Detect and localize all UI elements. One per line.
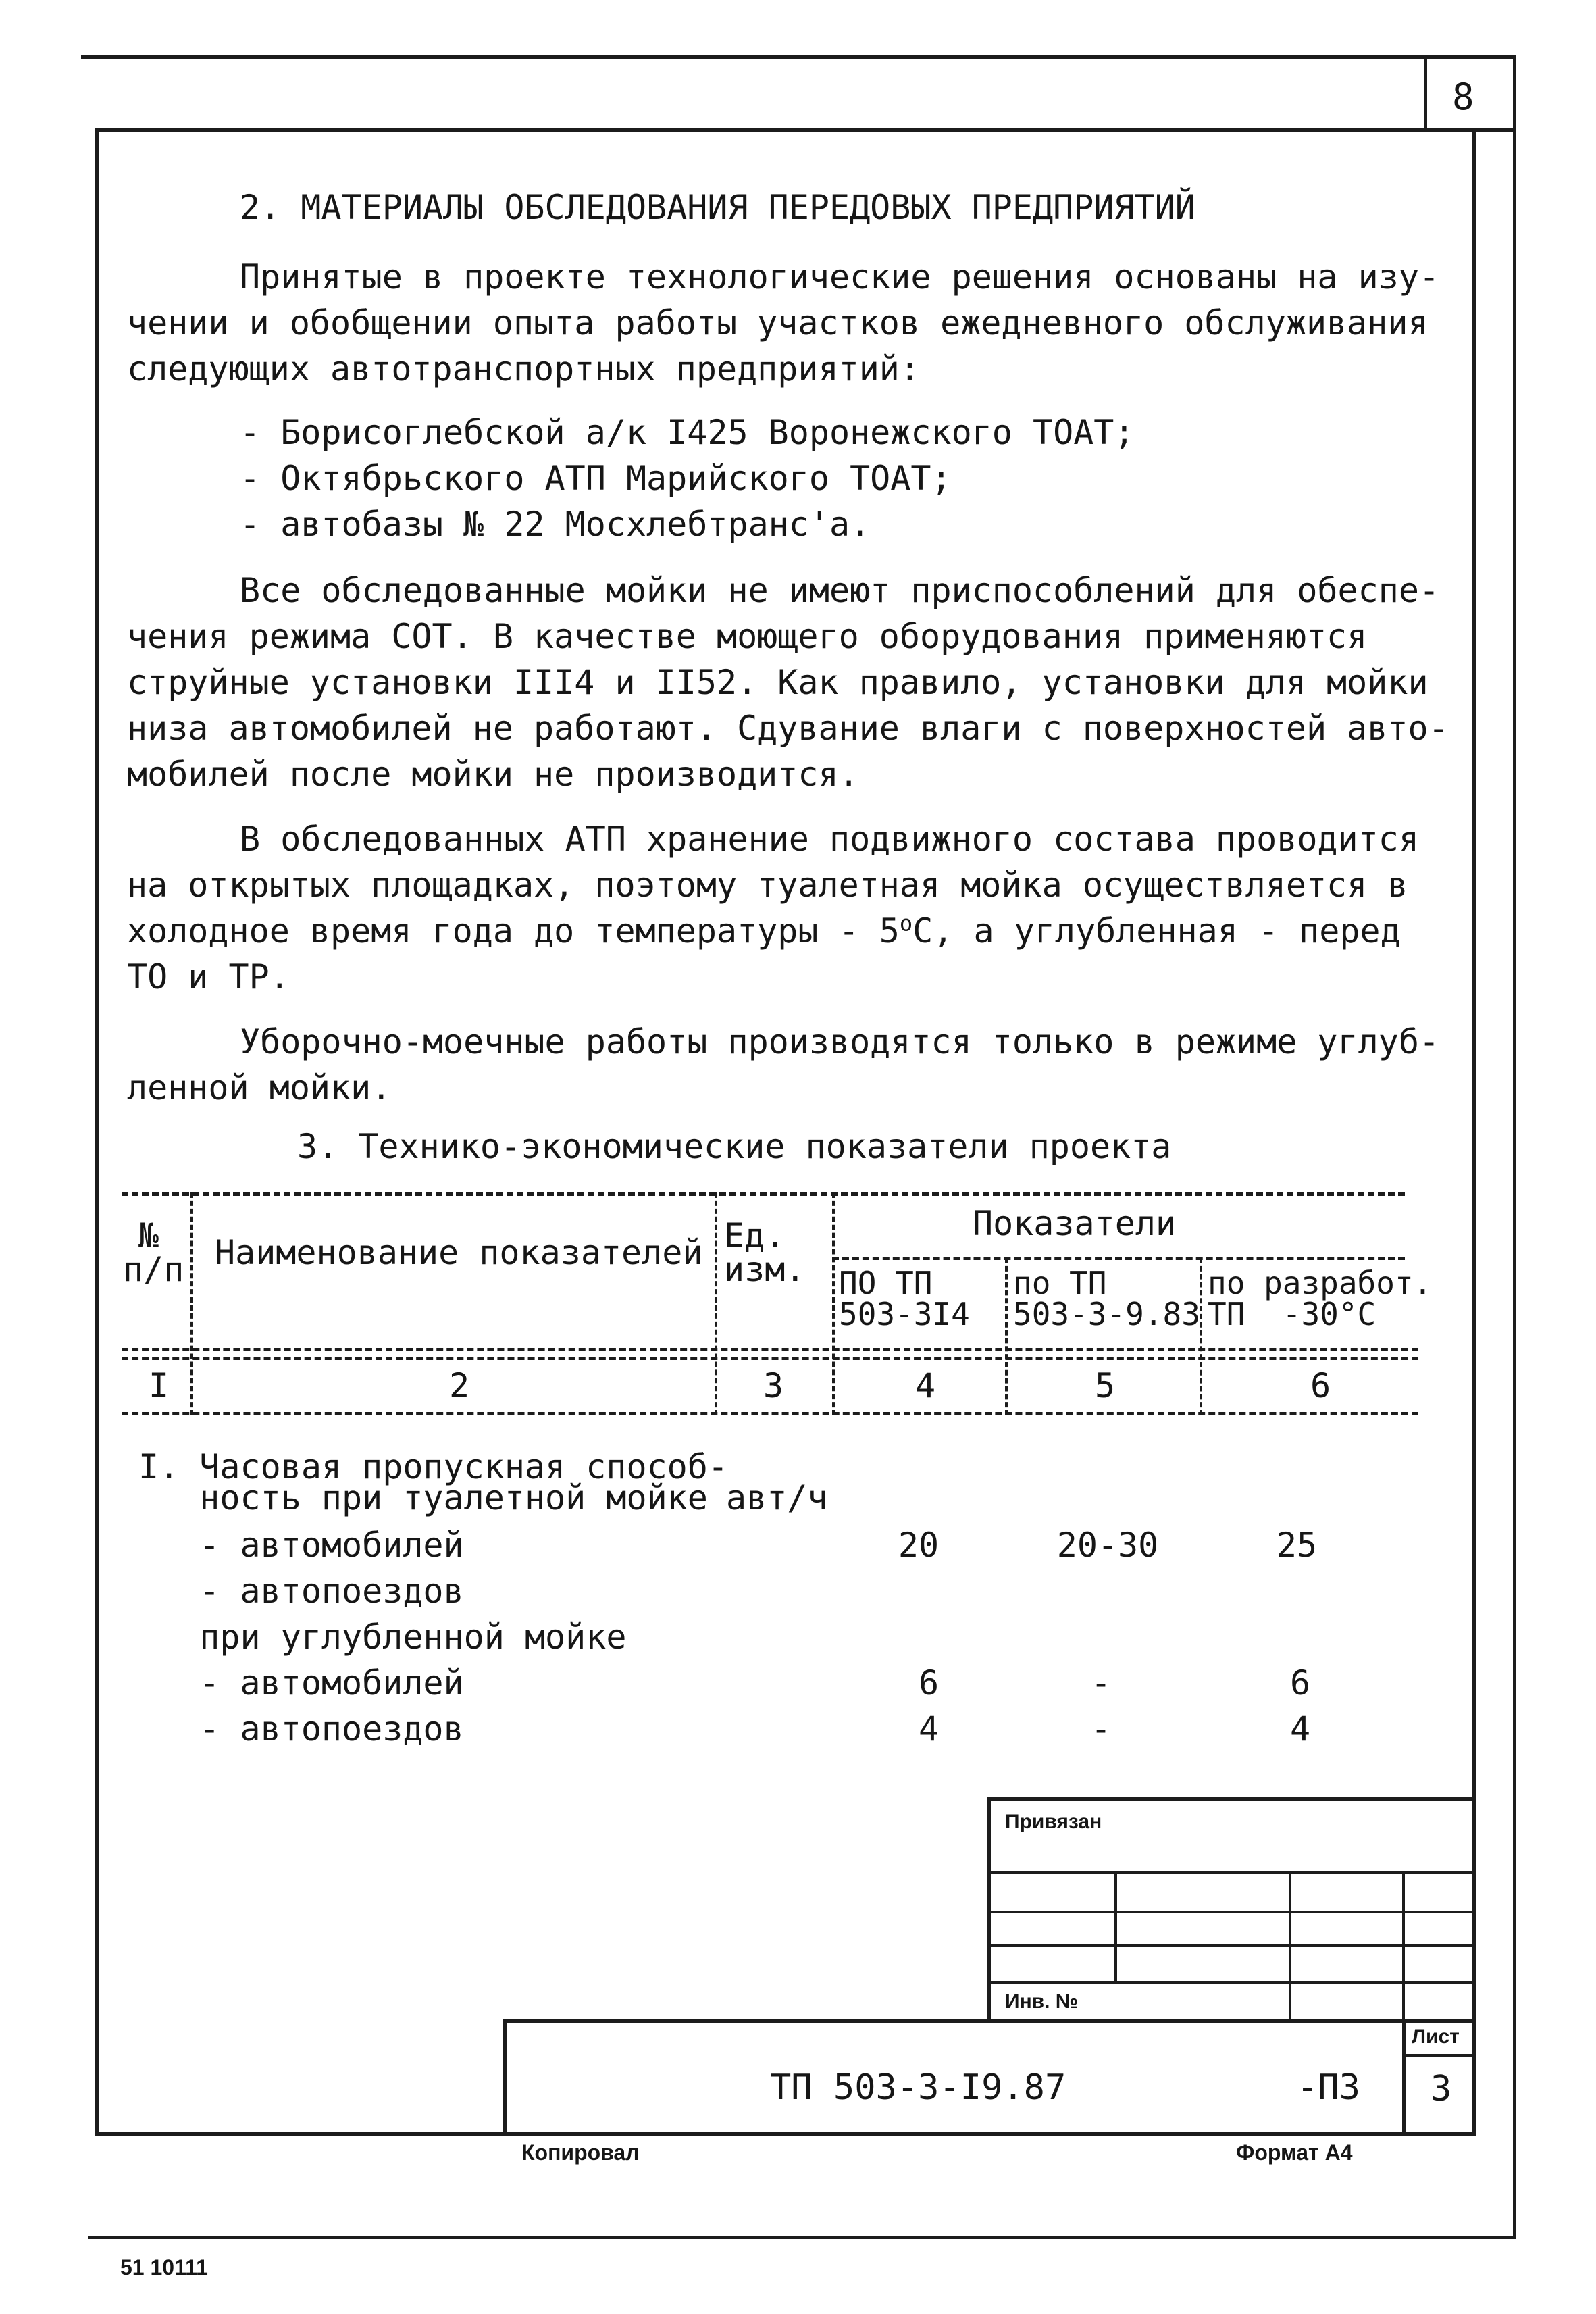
para2-line5: мобилей после мойки не производится. <box>127 755 859 794</box>
col-divider-1 <box>190 1192 193 1415</box>
section2-heading: 2. МАТЕРИАЛЫ ОБСЛЕДОВАНИЯ ПЕРЕДОВЫХ ПРЕДПРИЯТИЙ <box>240 188 1195 227</box>
row-value-col6: 4 <box>1289 1709 1311 1749</box>
titleblock-left <box>503 2019 507 2135</box>
list-item: - Октябрьского АТП Марийского ТОАТ; <box>240 459 952 498</box>
para4-line2: ленной мойки. <box>127 1068 392 1107</box>
document-suffix: -ПЗ <box>1297 2067 1360 2108</box>
row-label: - автопоездов <box>138 1709 464 1749</box>
header-indicators: Показатели <box>973 1204 1177 1243</box>
numbers-bottom-rule <box>122 1412 1418 1415</box>
para3-line2: на открытых площадках, поэтому туалетная мойка осуществляется в <box>127 865 1408 905</box>
para3-line1: В обследованных АТП хранение подвижного состава проводится <box>240 820 1419 859</box>
page-number: 8 <box>1452 76 1474 118</box>
header-col6-line1: по разработ. <box>1208 1265 1433 1301</box>
header-name: Наименование показателей <box>215 1233 703 1272</box>
list-item: - автобазы № 22 Мосхлебтранс'а. <box>240 505 871 544</box>
row-label: при углубленной мойке <box>138 1617 627 1657</box>
col-number: 6 <box>1310 1366 1331 1405</box>
row-label: - автомобилей <box>138 1526 464 1565</box>
para3-line3-post: С, а углубленная - перед <box>912 911 1401 951</box>
col-number: 4 <box>915 1366 936 1405</box>
row-value-col4: 4 <box>918 1709 939 1749</box>
outer-right-edge <box>1513 55 1516 2238</box>
document-code: ТП 503-3-I9.87 <box>770 2067 1066 2108</box>
binding-label: Привязан <box>1005 1811 1102 1833</box>
sheet-box-left <box>1402 2019 1406 2135</box>
group-header-rule <box>832 1257 1405 1260</box>
header-unit-line2: изм. <box>724 1250 806 1289</box>
para2-line2: чения режима СОТ. В качестве моющего оборудования применяются <box>127 617 1368 656</box>
para3-line3-pre: холодное время года до температуры - 5 <box>127 911 900 951</box>
stamp-binding-left <box>987 1797 991 2020</box>
sheet-number: 3 <box>1431 2069 1452 2109</box>
row-label: I. Часовая пропускная способ- <box>138 1447 728 1486</box>
col-number: 3 <box>763 1366 784 1405</box>
stamp-vrule <box>1402 1871 1405 2021</box>
top-rule <box>81 55 1513 59</box>
para4-line1: Уборочно-моечные работы производятся только в режиме углуб- <box>240 1022 1440 1061</box>
para2-line3: струйные установки III4 и II52. Как правило, установки для мойки <box>127 663 1428 702</box>
para3-line3 <box>127 908 1401 954</box>
degree-sup: о <box>899 910 913 936</box>
header-col6-line2: ТП -30°С <box>1208 1296 1376 1332</box>
row-label: - автопоездов <box>138 1571 464 1611</box>
row-value-col6: 6 <box>1289 1663 1311 1703</box>
frame-bottom <box>95 2132 1476 2136</box>
row-value-col5: - <box>1090 1709 1112 1749</box>
row-value-col6: 25 <box>1276 1526 1318 1565</box>
row-unit: авт/ч <box>726 1478 828 1517</box>
copied-by-label: Копировал <box>521 2140 640 2165</box>
sheet-label: Лист <box>1412 2026 1460 2048</box>
outer-bottom-edge <box>88 2236 1516 2239</box>
para3-line4: ТО и ТР. <box>127 957 290 997</box>
frame-right <box>1472 128 1476 2135</box>
sheet-box-divider <box>1402 2054 1476 2057</box>
para1-line1: Принятые в проекте технологические решения основаны на изу- <box>240 257 1440 297</box>
stamp-vrule <box>1114 1871 1117 1981</box>
col-number: 2 <box>448 1366 470 1405</box>
inventory-number-label: Инв. № <box>1005 1990 1079 2013</box>
header-col4-line2: 503-3I4 <box>839 1296 970 1332</box>
col-divider-4 <box>1005 1258 1008 1415</box>
col-number: 5 <box>1094 1366 1116 1405</box>
row-label: - автомобилей <box>138 1663 464 1703</box>
para2-line4: низа автомобилей не работают. Сдувание влаги с поверхностей авто- <box>127 709 1449 748</box>
stamp-vrule <box>1289 1871 1291 2021</box>
header-col4-line1: ПО ТП <box>839 1265 933 1301</box>
numbers-top-rule <box>122 1357 1418 1360</box>
header-no-line1: № <box>138 1216 159 1255</box>
para2-line1: Все обследованные мойки не имеют приспособлений для обеспе- <box>240 571 1440 610</box>
row-value-col5: 20-30 <box>1056 1526 1159 1565</box>
archive-code: 51 10111 <box>120 2255 208 2280</box>
header-bottom-rule <box>122 1348 1418 1351</box>
para1-line2: чении и обобщении опыта работы участков ежедневного обслуживания <box>127 303 1428 343</box>
para1-line3: следующих автотранспортных предприятий: <box>127 349 920 388</box>
row-value-col4: 20 <box>898 1526 939 1565</box>
row-label: ность при туалетной мойке <box>138 1478 708 1517</box>
col-divider-3 <box>832 1192 835 1415</box>
row-value-col5: - <box>1090 1663 1112 1703</box>
header-no-line2: п/п <box>123 1250 184 1289</box>
format-label: Формат А4 <box>1236 2140 1353 2165</box>
col-divider-5 <box>1200 1258 1202 1415</box>
col-number: I <box>148 1366 170 1405</box>
header-col5-line1: по ТП <box>1013 1265 1107 1301</box>
table-top-rule <box>122 1192 1405 1196</box>
section3-heading: 3. Технико-экономические показатели проекта <box>297 1127 1172 1166</box>
page-number-box-left <box>1424 55 1427 131</box>
col-divider-2 <box>715 1192 717 1415</box>
titleblock-top <box>503 2019 1476 2023</box>
header-unit-line1: Ед. <box>724 1216 786 1255</box>
frame-top <box>95 128 1513 132</box>
row-value-col4: 6 <box>918 1663 939 1703</box>
frame-left <box>95 128 99 2135</box>
list-item: - Борисоглебской а/к I425 Воронежского ТОАТ; <box>240 413 1135 452</box>
header-col5-line2: 503-3-9.83 <box>1013 1296 1200 1332</box>
stamp-binding-top <box>987 1797 1476 1801</box>
